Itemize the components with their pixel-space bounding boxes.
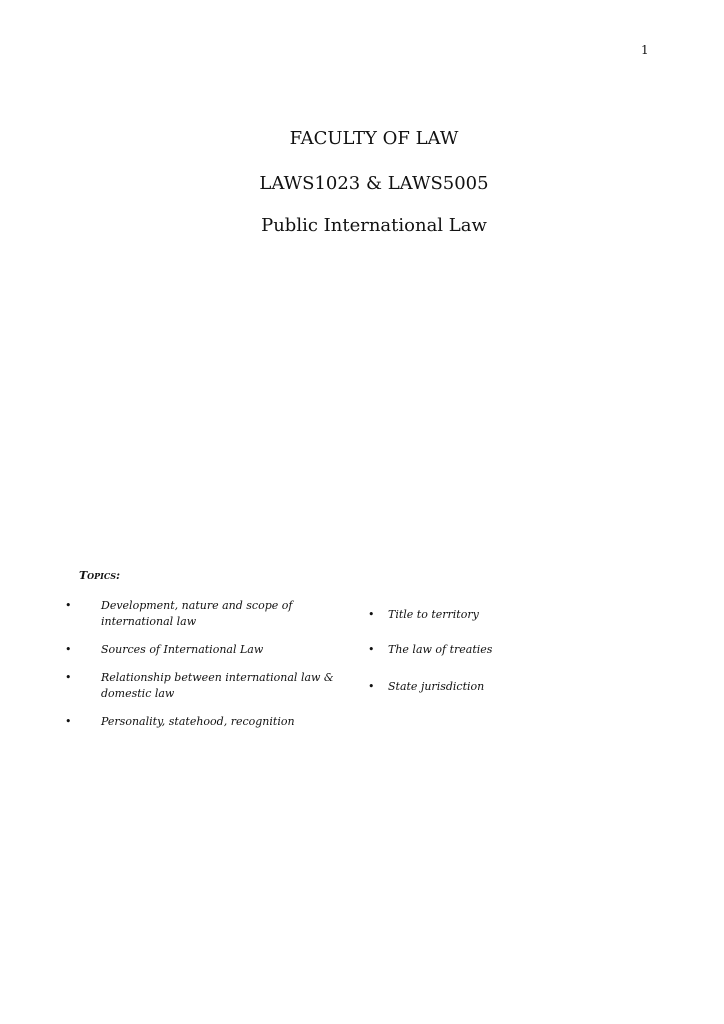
topic-text: Personality, statehood, recognition <box>101 715 295 728</box>
course-codes: LAWS1023 & LAWS5005 <box>259 173 489 194</box>
topic-text: Development, nature and scope of international law <box>101 599 293 628</box>
topic-item-right <box>368 679 578 695</box>
course-name: Public International Law <box>261 215 487 236</box>
topic-item-left <box>65 714 363 730</box>
topic-text: Relationship between international law & domestic law <box>101 671 334 700</box>
topics-heading: Topics: <box>79 569 121 582</box>
topic-item-left <box>65 670 363 702</box>
topic-item-right <box>368 642 578 658</box>
bullet-glyph: • <box>368 643 375 656</box>
bullet-glyph: • <box>368 608 375 621</box>
page-number: 1 <box>641 43 649 57</box>
bullet-glyph: • <box>65 715 72 728</box>
bullet-glyph: • <box>65 671 72 684</box>
topic-item-left <box>65 598 363 630</box>
bullet-glyph: • <box>368 680 375 693</box>
topic-text: Title to territory <box>388 608 479 621</box>
bullet-glyph: • <box>65 643 72 656</box>
bullet-glyph: • <box>65 599 72 612</box>
faculty-title: FACULTY OF LAW <box>289 128 459 149</box>
topic-text: The law of treaties <box>388 643 493 656</box>
topic-text: State jurisdiction <box>388 680 485 693</box>
topic-item-right <box>368 607 578 623</box>
topic-item-left <box>65 642 363 658</box>
topic-text: Sources of International Law <box>101 643 264 656</box>
